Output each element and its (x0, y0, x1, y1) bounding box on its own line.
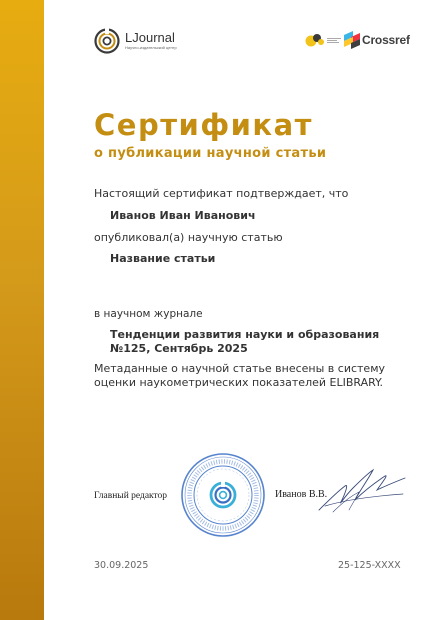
crossref-name: Crossref (362, 33, 410, 47)
journal-name: Тенденции развития науки и образования (110, 328, 380, 341)
person-name: Иванов Иван Иванович (110, 209, 256, 222)
crossref-logo (344, 31, 410, 49)
metadata-line-2: оценки наукометрических показателей ELIBRARY. (94, 376, 384, 389)
editor-label: Главный редактор (94, 491, 168, 501)
metadata-line-1: Метаданные о научной статье внесены в систему (94, 362, 386, 375)
ljournal-subtitle: Научно-издательский центр (125, 45, 177, 50)
decorative-side-stripe (0, 0, 44, 620)
ljournal-name: LJournal (125, 30, 175, 45)
confirm-text: Настоящий сертификат подтверждает, что (94, 187, 349, 200)
certificate-subtitle: о публикации научной статьи (94, 146, 327, 161)
doi-caption-graphic (327, 37, 341, 44)
issue-date: 30.09.2025 (94, 560, 149, 571)
in-journal-text: в научном журнале (94, 308, 203, 320)
journal-issue: №125, Сентябрь 2025 (110, 342, 248, 355)
official-seal-stamp (180, 452, 266, 538)
ljournal-rings-icon (94, 28, 120, 54)
editor-name: Иванов В.В. (275, 489, 328, 500)
certificate-title: Сертификат (94, 108, 313, 142)
crossref-icon (344, 31, 360, 49)
doi-logo (305, 32, 341, 48)
certificate-number: 25-125-XXXX (338, 560, 401, 571)
handwritten-signature (315, 466, 407, 514)
article-title: Название статьи (110, 252, 216, 265)
published-text: опубликовал(а) научную статью (94, 231, 283, 244)
doi-icon (305, 32, 325, 48)
ljournal-logo (94, 28, 177, 54)
